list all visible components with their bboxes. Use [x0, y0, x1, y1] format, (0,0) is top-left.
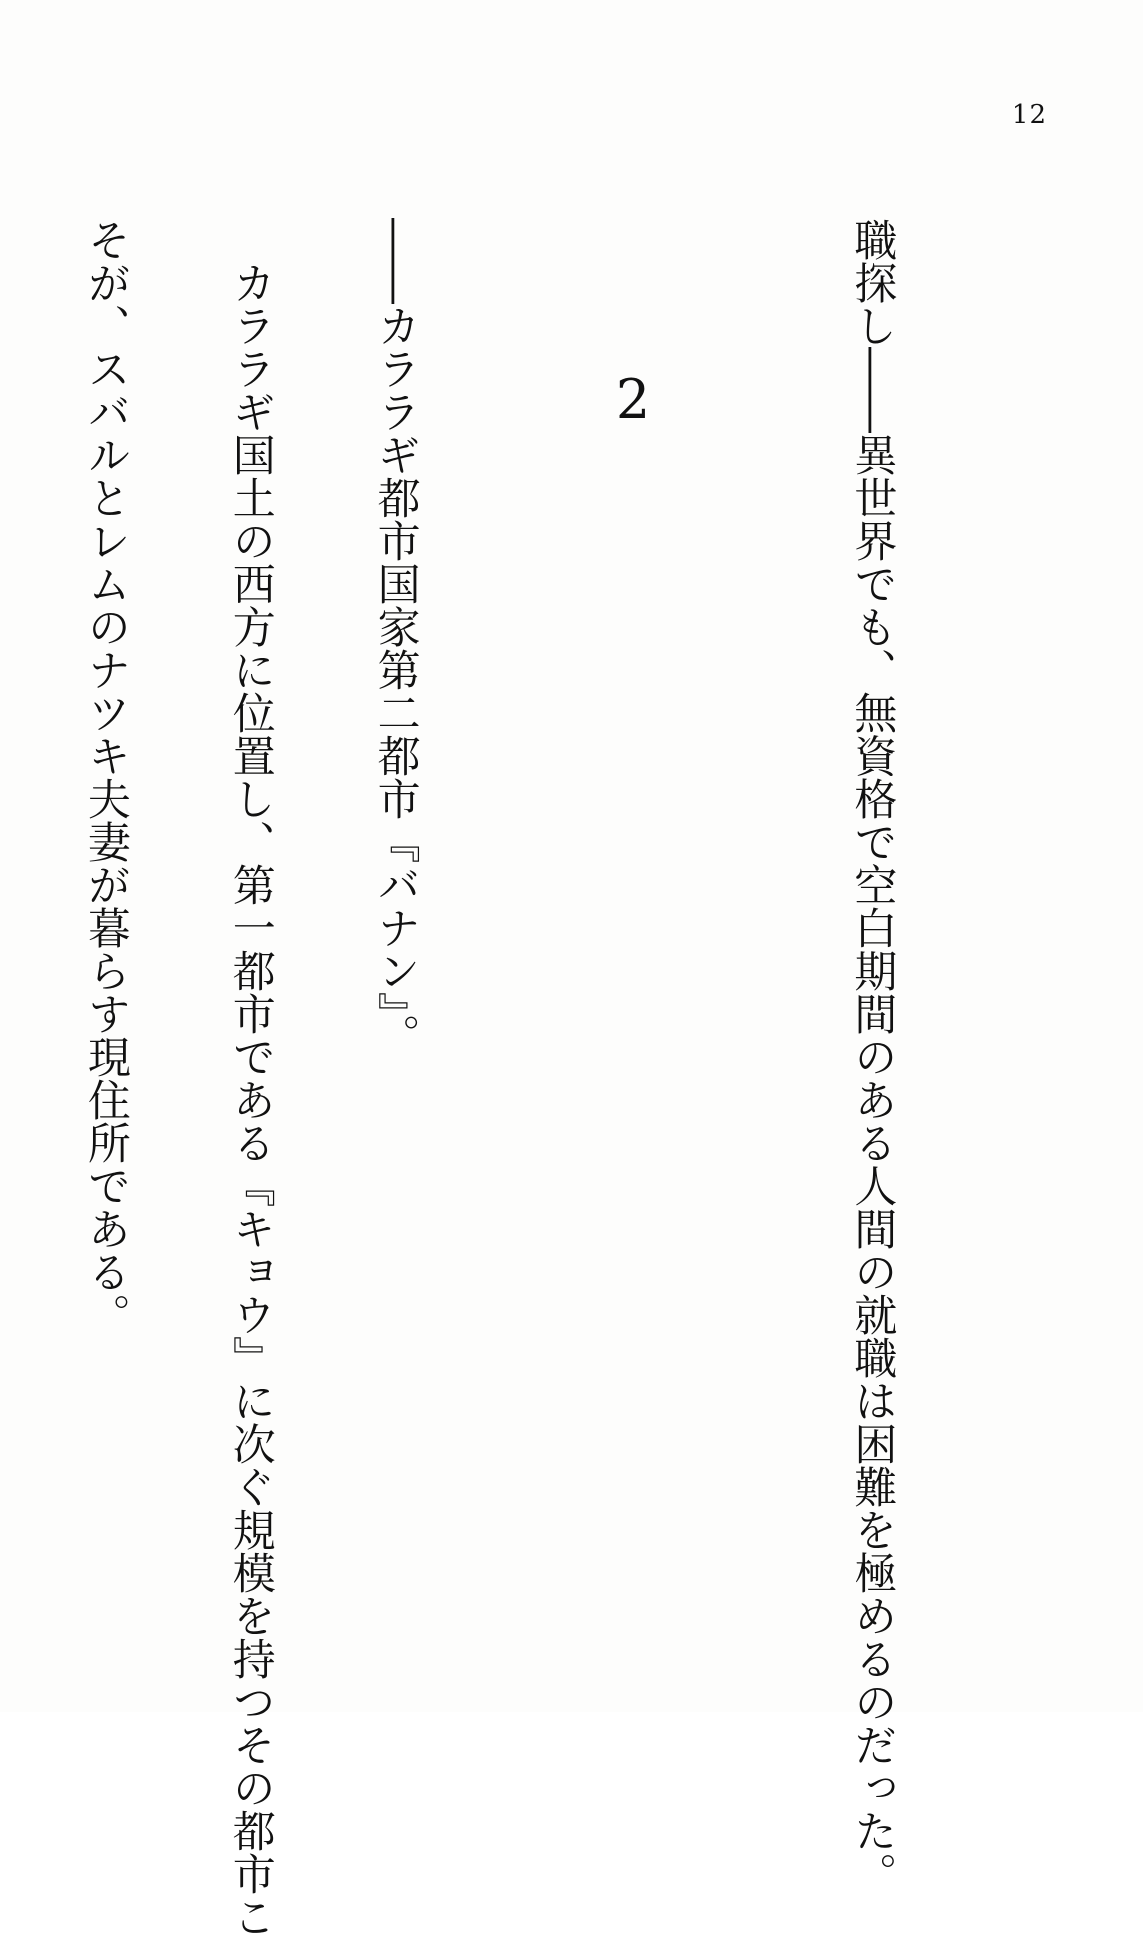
- text-line: ――カララギ都市国家第二都市『バナン』。: [370, 218, 421, 1057]
- chapter-heading: 職探し――異世界でも、無資格で空白期間のある人間の就職は困難を極めるのだった。: [847, 218, 898, 1895]
- body-text: [0, 218, 1003, 1938]
- page-number: 12: [1011, 100, 1047, 130]
- text-line: そが、スバルとレムのナツキ夫妻が暮らす現住所である。: [80, 218, 131, 1336]
- text-line: カララギ国土の西方に位置し、第一都市である『キョウ』に次ぐ規模を持つその都市こ: [225, 218, 276, 1938]
- section-number: 2: [601, 368, 665, 431]
